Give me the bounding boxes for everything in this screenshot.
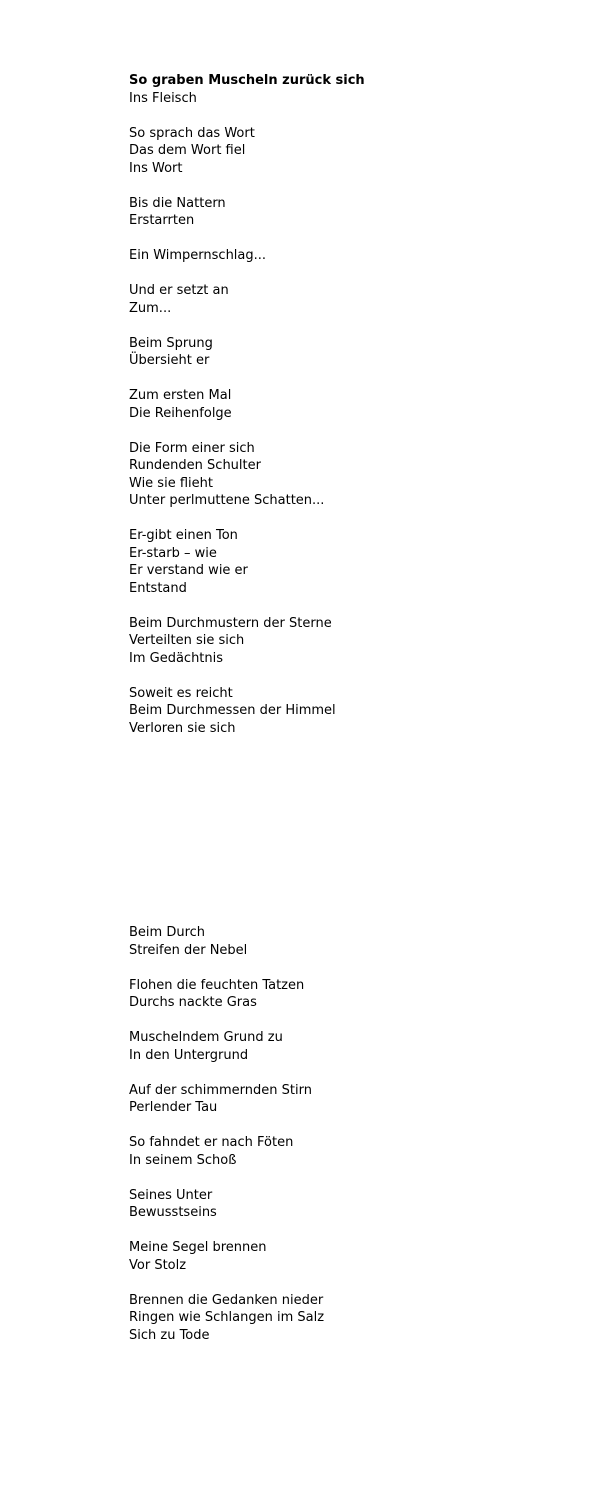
poem-line: Zum ersten Mal — [129, 388, 232, 403]
poem-line: Entstand — [129, 580, 187, 596]
poem-line: Beim Durchmustern der Sterne — [129, 615, 332, 631]
stanza — [129, 685, 365, 738]
poem-line: Muschelndem Grund zu — [129, 1030, 283, 1045]
stanza — [129, 335, 365, 370]
stanza — [129, 440, 365, 510]
poem-line: Bewusstseins — [129, 1205, 217, 1220]
stanza — [129, 195, 365, 230]
poem-line: Streifen der Nebel — [129, 942, 248, 958]
poem-line: Soweit es reicht — [129, 685, 233, 701]
stanza — [129, 527, 365, 597]
stanza — [129, 90, 365, 108]
poem-line: Bis die Nattern — [129, 195, 226, 211]
poem-line: Ins Wort — [129, 160, 183, 176]
poem-line: Perlender Tau — [129, 1100, 218, 1115]
stanza — [129, 1239, 324, 1274]
poem-line: Die Form einer sich — [129, 440, 255, 456]
poem-title: So graben Muscheln zurück sich — [129, 73, 365, 88]
stanza — [129, 387, 365, 422]
poem-line: Ein Wimpernschlag... — [129, 248, 267, 263]
poem-line: Ringen wie Schlangen im Salz — [129, 1310, 325, 1325]
poem-line: Beim Durchmessen der Himmel — [129, 703, 336, 718]
stanza — [129, 924, 324, 959]
stanza — [129, 282, 365, 317]
poem-line: Auf der schimmernden Stirn — [129, 1082, 312, 1098]
poem-line: Verloren sie sich — [129, 720, 236, 736]
poem-line: Durchs nackte Gras — [129, 995, 257, 1010]
poem-line: Übersieht er — [129, 353, 210, 368]
poem-line: Flohen die feuchten Tatzen — [129, 977, 305, 993]
poem-line: Meine Segel brennen — [129, 1240, 267, 1255]
poem-line: Er-gibt einen Ton — [129, 528, 238, 543]
poem-line: Rundenden Schulter — [129, 458, 261, 473]
poem-line: Beim Durch — [129, 925, 206, 940]
poem-line: Unter perlmuttene Schatten... — [129, 493, 325, 508]
poem-line: Beim Sprung — [129, 335, 213, 351]
poem-line: So fahndet er nach Föten — [129, 1135, 294, 1150]
poem-line: Sich zu Tode — [129, 1327, 210, 1343]
poem-line: Das dem Wort fiel — [129, 143, 246, 158]
poem-part-1 — [129, 72, 365, 755]
poem-line: Die Reihenfolge — [129, 405, 232, 421]
stanza — [129, 1134, 324, 1169]
poem-line: Er-starb – wie — [129, 545, 217, 561]
poem-line: Zum... — [129, 300, 172, 316]
poem-line: Erstarrten — [129, 213, 195, 228]
stanza — [129, 1029, 324, 1064]
poem-line: In seinem Schoß — [129, 1152, 237, 1168]
poem-line: Brennen die Gedanken nieder — [129, 1292, 324, 1308]
poem-line: In den Untergrund — [129, 1047, 249, 1063]
poem-line: Verteilten sie sich — [129, 633, 245, 648]
stanza — [129, 977, 324, 1012]
stanza — [129, 615, 365, 668]
stanza — [129, 1082, 324, 1117]
poem-line: Wie sie flieht — [129, 475, 213, 491]
poem-line: Ins Fleisch — [129, 90, 197, 106]
poem-line: Vor Stolz — [129, 1257, 187, 1273]
poem-line: Er verstand wie er — [129, 563, 248, 578]
poem-line: Und er setzt an — [129, 283, 229, 298]
stanza — [129, 247, 365, 265]
stanza — [129, 125, 365, 178]
stanza — [129, 1292, 324, 1345]
poem-part-2 — [129, 924, 324, 1362]
poem-line: So sprach das Wort — [129, 125, 255, 141]
poem-line: Seines Unter — [129, 1187, 213, 1203]
stanza — [129, 1187, 324, 1222]
poem-line: Im Gedächtnis — [129, 650, 224, 666]
